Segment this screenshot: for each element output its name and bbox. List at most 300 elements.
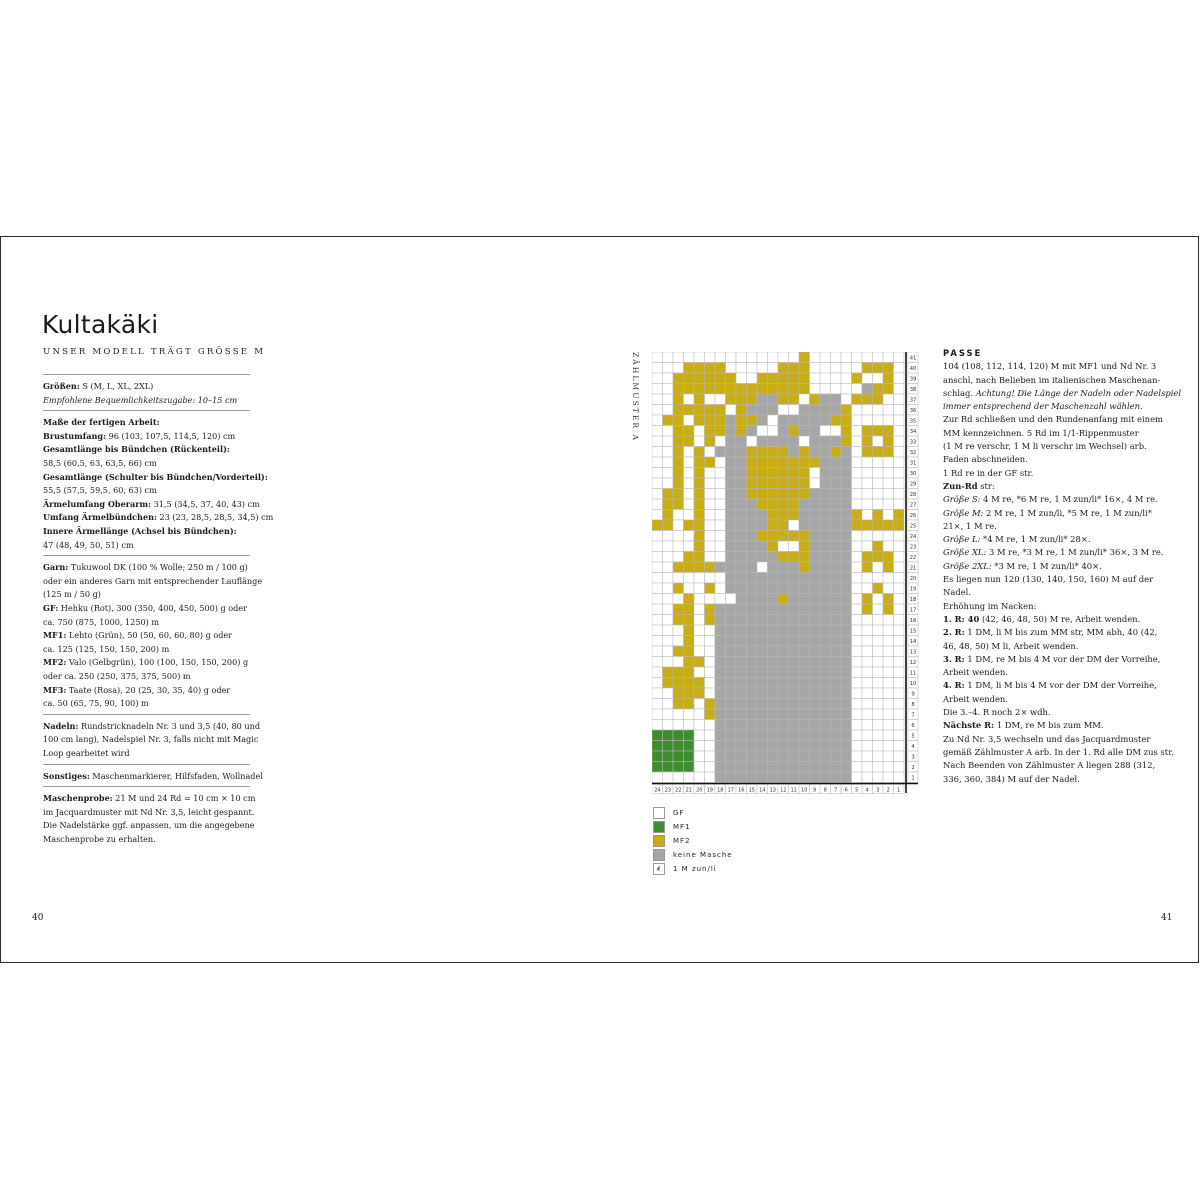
row-number: 25 bbox=[909, 523, 917, 530]
chart-cell bbox=[852, 594, 863, 605]
chart-cell bbox=[757, 426, 768, 437]
chart-cell bbox=[694, 531, 705, 542]
chart-cell bbox=[684, 468, 695, 479]
chart-cell bbox=[705, 478, 716, 489]
chart-cell bbox=[726, 531, 737, 542]
chart-cell bbox=[694, 636, 705, 647]
chart-cell bbox=[726, 436, 737, 447]
chart-cell bbox=[820, 394, 831, 405]
chart-cell bbox=[694, 751, 705, 762]
chart-cell bbox=[841, 636, 852, 647]
chart-cell bbox=[652, 636, 663, 647]
chart-cell bbox=[810, 730, 821, 741]
chart-cell bbox=[831, 510, 842, 521]
chart-cell bbox=[694, 415, 705, 426]
text-segment: Die 3.–4. R noch 2× wdh. bbox=[943, 707, 1051, 718]
chart-cell bbox=[757, 541, 768, 552]
text-segment: Nadeln: bbox=[43, 720, 79, 731]
text-segment: 55,5 (57,5, 59,5, 60, 63) cm bbox=[43, 485, 157, 496]
chart-cell bbox=[736, 426, 747, 437]
text-segment: 1 DM, re M bis zum MM. bbox=[994, 720, 1104, 731]
chart-cell bbox=[841, 583, 852, 594]
chart-cell bbox=[652, 541, 663, 552]
chart-cell bbox=[684, 730, 695, 741]
text-line bbox=[943, 480, 1158, 493]
chart-cell bbox=[894, 531, 905, 542]
text-line bbox=[43, 806, 258, 820]
chart-cell bbox=[715, 573, 726, 584]
chart-cell bbox=[831, 636, 842, 647]
chart-cell bbox=[705, 373, 716, 384]
chart-cell bbox=[820, 583, 831, 594]
legend-swatch bbox=[653, 821, 665, 833]
chart-cell bbox=[820, 615, 831, 626]
chart-cell bbox=[768, 594, 779, 605]
chart-cell bbox=[757, 636, 768, 647]
chart-cell bbox=[684, 457, 695, 468]
chart-cell bbox=[862, 489, 873, 500]
chart-cell bbox=[883, 604, 894, 615]
chart-cell bbox=[673, 489, 684, 500]
chart-cell bbox=[883, 384, 894, 395]
legend-label: keine Masche bbox=[673, 851, 733, 859]
col-number: 9 bbox=[813, 787, 817, 794]
chart-cell bbox=[820, 573, 831, 584]
chart-cell bbox=[852, 520, 863, 531]
row-number: 41 bbox=[909, 355, 917, 362]
chart-cell bbox=[705, 583, 716, 594]
chart-cell bbox=[831, 678, 842, 689]
text-segment: (125 m / 50 g) bbox=[43, 589, 101, 600]
row-number: 34 bbox=[909, 429, 917, 436]
chart-cell bbox=[841, 520, 852, 531]
text-segment: Nach Beenden von Zählmuster A liegen 288 (312, bbox=[943, 760, 1156, 771]
text-line bbox=[943, 467, 1158, 480]
chart-cell bbox=[894, 552, 905, 563]
chart-cell bbox=[852, 583, 863, 594]
chart-cell bbox=[883, 541, 894, 552]
chart-cell bbox=[810, 573, 821, 584]
chart-cell bbox=[799, 688, 810, 699]
chart-cell bbox=[736, 594, 747, 605]
chart-cell bbox=[852, 615, 863, 626]
chart-cell bbox=[673, 699, 684, 710]
chart-cell bbox=[789, 709, 800, 720]
text-segment: Loop gearbeitet wird bbox=[43, 747, 130, 758]
text-line bbox=[43, 720, 258, 734]
text-line bbox=[943, 679, 1158, 692]
chart-cell bbox=[778, 373, 789, 384]
chart-cell bbox=[694, 552, 705, 563]
chart-cell bbox=[705, 426, 716, 437]
chart-cell bbox=[883, 562, 894, 573]
chart-cell bbox=[726, 426, 737, 437]
text-segment: ca. 750 (875, 1000, 1250) m bbox=[43, 616, 160, 627]
chart-cell bbox=[841, 709, 852, 720]
chart-cell bbox=[652, 625, 663, 636]
text-line bbox=[943, 746, 1174, 759]
row-number: 17 bbox=[909, 607, 917, 614]
chart-cell bbox=[778, 489, 789, 500]
chart-cell bbox=[831, 405, 842, 416]
chart-cell bbox=[757, 720, 768, 731]
text-line bbox=[43, 684, 258, 698]
chart-cell bbox=[778, 730, 789, 741]
chart-cell bbox=[799, 373, 810, 384]
chart-cell bbox=[820, 468, 831, 479]
text-segment: S (M, L, XL, 2XL) bbox=[79, 381, 154, 391]
text-segment: immer entsprechend der Maschenzahl wählen. bbox=[943, 401, 1143, 412]
spec-group bbox=[43, 720, 258, 761]
chart-cell bbox=[652, 457, 663, 468]
chart-cell bbox=[663, 751, 674, 762]
chart-cell bbox=[694, 615, 705, 626]
chart-cell bbox=[831, 363, 842, 374]
chart-cell bbox=[747, 363, 758, 374]
chart-cell bbox=[862, 604, 873, 615]
chart-cell bbox=[831, 468, 842, 479]
section-divider bbox=[43, 764, 250, 765]
chart-cell bbox=[778, 636, 789, 647]
chart-cell bbox=[736, 562, 747, 573]
chart-cell bbox=[652, 531, 663, 542]
chart-cell bbox=[757, 583, 768, 594]
chart-cell bbox=[883, 499, 894, 510]
col-number: 14 bbox=[759, 787, 766, 794]
chart-cell bbox=[673, 615, 684, 626]
chart-cell bbox=[673, 520, 684, 531]
chart-cell bbox=[778, 352, 789, 363]
text-segment: Größe S: bbox=[943, 494, 981, 505]
chart-cell bbox=[673, 688, 684, 699]
chart-cell bbox=[831, 604, 842, 615]
chart-cell bbox=[810, 426, 821, 437]
chart-cell bbox=[768, 394, 779, 405]
chart-cell bbox=[852, 604, 863, 615]
chart-cell bbox=[841, 415, 852, 426]
chart-cell bbox=[789, 415, 800, 426]
chart-cell bbox=[852, 573, 863, 584]
chart-cell bbox=[862, 709, 873, 720]
chart-cell bbox=[862, 772, 873, 783]
chart-cell bbox=[757, 499, 768, 510]
chart-cell bbox=[841, 720, 852, 731]
chart-cell bbox=[694, 510, 705, 521]
chart-cell bbox=[663, 594, 674, 605]
chart-cell bbox=[831, 552, 842, 563]
chart-cell bbox=[726, 583, 737, 594]
chart-cell bbox=[894, 394, 905, 405]
chart-cell bbox=[684, 636, 695, 647]
spec-group bbox=[43, 416, 274, 552]
col-number: 16 bbox=[738, 787, 745, 794]
chart-cell bbox=[726, 667, 737, 678]
chart-cell bbox=[894, 510, 905, 521]
chart-cell bbox=[799, 447, 810, 458]
row-number: 11 bbox=[909, 670, 917, 677]
row-number: 14 bbox=[909, 639, 917, 646]
col-number: 4 bbox=[865, 787, 869, 794]
col-number: 13 bbox=[769, 787, 776, 794]
chart-cell bbox=[852, 405, 863, 416]
chart-cell bbox=[726, 552, 737, 563]
chart-cell bbox=[715, 709, 726, 720]
col-number: 20 bbox=[696, 787, 703, 794]
chart-cell bbox=[736, 709, 747, 720]
chart-cell bbox=[757, 531, 768, 542]
chart-cell bbox=[862, 562, 873, 573]
chart-cell bbox=[747, 468, 758, 479]
chart-cell bbox=[673, 531, 684, 542]
chart-cell bbox=[694, 384, 705, 395]
chart-cell bbox=[831, 520, 842, 531]
row-number: 10 bbox=[909, 681, 917, 688]
chart-cell bbox=[820, 594, 831, 605]
chart-cell bbox=[705, 405, 716, 416]
chart-cell bbox=[747, 436, 758, 447]
text-segment: Achtung! Die Länge der Nadeln oder Nadelspiel bbox=[975, 387, 1182, 398]
chart-cell bbox=[799, 426, 810, 437]
chart-cell bbox=[841, 678, 852, 689]
chart-cell bbox=[778, 562, 789, 573]
chart-cell bbox=[736, 604, 747, 615]
chart-cell bbox=[778, 405, 789, 416]
chart-cell bbox=[684, 657, 695, 668]
chart-cell bbox=[684, 594, 695, 605]
chart-cell bbox=[873, 436, 884, 447]
chart-cell bbox=[789, 457, 800, 468]
chart-cell bbox=[726, 699, 737, 710]
chart-cell bbox=[810, 478, 821, 489]
chart-cell bbox=[673, 447, 684, 458]
chart-cell bbox=[673, 709, 684, 720]
text-segment: Garn: bbox=[43, 562, 69, 573]
chart-cell bbox=[778, 678, 789, 689]
chart-cell bbox=[873, 709, 884, 720]
text-line bbox=[943, 773, 1158, 786]
row-number: 38 bbox=[909, 387, 917, 394]
chart-cell bbox=[757, 489, 768, 500]
text-line bbox=[943, 573, 1158, 586]
text-line bbox=[43, 770, 263, 784]
chart-cell bbox=[852, 657, 863, 668]
chart-cell bbox=[831, 657, 842, 668]
chart-cell bbox=[726, 688, 737, 699]
chart-cell bbox=[873, 751, 884, 762]
chart-cell bbox=[705, 499, 716, 510]
chart-cell bbox=[873, 468, 884, 479]
chart-cell bbox=[831, 447, 842, 458]
row-number: 29 bbox=[909, 481, 917, 488]
chart-cell bbox=[810, 625, 821, 636]
chart-cell bbox=[778, 762, 789, 773]
chart-cell bbox=[736, 678, 747, 689]
chart-cell bbox=[747, 489, 758, 500]
chart-cell bbox=[799, 646, 810, 657]
chart-cell bbox=[715, 520, 726, 531]
chart-cell bbox=[862, 373, 873, 384]
chart-cell bbox=[799, 520, 810, 531]
chart-cell bbox=[694, 583, 705, 594]
col-number: 15 bbox=[748, 787, 755, 794]
chart-cell bbox=[726, 394, 737, 405]
chart-cell bbox=[852, 468, 863, 479]
chart-cell bbox=[768, 489, 779, 500]
chart-cell bbox=[663, 772, 674, 783]
chart-cell bbox=[768, 751, 779, 762]
text-segment: 31,5 (34,5, 37, 40, 43) cm bbox=[151, 498, 260, 509]
chart-cell bbox=[684, 352, 695, 363]
chart-cell bbox=[873, 457, 884, 468]
chart-cell bbox=[757, 447, 768, 458]
text-segment: (42, 46, 48, 50) M re, Arbeit wenden. bbox=[979, 613, 1141, 624]
chart-cell bbox=[747, 720, 758, 731]
chart-cell bbox=[757, 772, 768, 783]
chart-cell bbox=[778, 447, 789, 458]
chart-cell bbox=[778, 384, 789, 395]
chart-cell bbox=[852, 720, 863, 731]
chart-cell bbox=[862, 741, 873, 752]
chart-cell bbox=[768, 583, 779, 594]
chart-cell bbox=[715, 384, 726, 395]
chart-cell bbox=[652, 520, 663, 531]
chart-cell bbox=[799, 751, 810, 762]
chart-cell bbox=[873, 720, 884, 731]
chart-cell bbox=[663, 667, 674, 678]
text-line bbox=[943, 493, 1158, 506]
text-segment: Größe 2XL: bbox=[943, 560, 992, 571]
chart-cell bbox=[663, 762, 674, 773]
chart-cell bbox=[673, 352, 684, 363]
chart-cell bbox=[841, 751, 852, 762]
chart-cell bbox=[715, 594, 726, 605]
chart-cell bbox=[873, 562, 884, 573]
chart-cell bbox=[757, 678, 768, 689]
legend-swatch bbox=[653, 849, 665, 861]
row-number: 9 bbox=[911, 691, 915, 698]
chart-cell bbox=[663, 531, 674, 542]
chart-cell bbox=[862, 520, 873, 531]
chart-cell bbox=[883, 573, 894, 584]
chart-cell bbox=[684, 583, 695, 594]
chart-cell bbox=[799, 457, 810, 468]
chart-cell bbox=[673, 636, 684, 647]
chart-cell bbox=[831, 457, 842, 468]
text-line bbox=[43, 430, 258, 444]
text-line bbox=[43, 471, 268, 485]
chart-cell bbox=[831, 688, 842, 699]
chart-cell bbox=[715, 468, 726, 479]
chart-cell bbox=[862, 667, 873, 678]
chart-cell bbox=[705, 352, 716, 363]
chart-cell bbox=[694, 457, 705, 468]
chart-cell bbox=[820, 499, 831, 510]
chart-cell bbox=[747, 447, 758, 458]
chart-cell bbox=[663, 583, 674, 594]
chart-cell bbox=[831, 384, 842, 395]
chart-cell bbox=[694, 352, 705, 363]
chart-cell bbox=[726, 751, 737, 762]
chart-cell bbox=[778, 646, 789, 657]
chart-cell bbox=[705, 363, 716, 374]
chart-cell bbox=[726, 415, 737, 426]
chart-cell bbox=[894, 741, 905, 752]
chart-cell bbox=[768, 531, 779, 542]
chart-cell bbox=[820, 384, 831, 395]
text-line bbox=[43, 416, 258, 430]
chart-cell bbox=[705, 520, 716, 531]
text-line bbox=[943, 520, 1158, 533]
chart-cell bbox=[736, 457, 747, 468]
chart-cell bbox=[841, 510, 852, 521]
chart-cell bbox=[736, 552, 747, 563]
chart-cell bbox=[715, 552, 726, 563]
text-segment: Hehku (Rot), 300 (350, 400, 450, 500) g oder bbox=[58, 602, 247, 613]
chart-cell bbox=[673, 426, 684, 437]
chart-cell bbox=[684, 762, 695, 773]
chart-cell bbox=[820, 510, 831, 521]
chart-cell bbox=[736, 583, 747, 594]
chart-cell bbox=[736, 520, 747, 531]
chart-cell bbox=[663, 478, 674, 489]
chart-cell bbox=[852, 426, 863, 437]
chart-cell bbox=[799, 562, 810, 573]
row-number: 6 bbox=[911, 723, 915, 730]
chart-cell bbox=[852, 709, 863, 720]
chart-cell bbox=[789, 478, 800, 489]
legend-label: GF bbox=[673, 809, 685, 817]
chart-cell bbox=[841, 384, 852, 395]
chart-cell bbox=[778, 625, 789, 636]
chart-cell bbox=[652, 751, 663, 762]
chart-cell bbox=[757, 415, 768, 426]
text-segment: 23 (23, 28,5, 28,5, 34,5) cm bbox=[156, 512, 274, 523]
chart-cell bbox=[789, 384, 800, 395]
text-line bbox=[943, 706, 1158, 719]
chart-cell bbox=[789, 594, 800, 605]
chart-cell bbox=[757, 699, 768, 710]
chart-cell bbox=[894, 426, 905, 437]
chart-cell bbox=[663, 625, 674, 636]
text-line bbox=[943, 387, 1182, 400]
row-number: 30 bbox=[909, 471, 917, 478]
chart-cell bbox=[736, 751, 747, 762]
chart-cell bbox=[673, 468, 684, 479]
col-number: 7 bbox=[834, 787, 838, 794]
row-number: 7 bbox=[911, 712, 915, 719]
text-segment: GF: bbox=[43, 602, 59, 613]
chart-cell bbox=[747, 604, 758, 615]
chart-cell bbox=[747, 625, 758, 636]
chart-cell bbox=[715, 510, 726, 521]
chart-cell bbox=[757, 688, 768, 699]
chart-cell bbox=[694, 373, 705, 384]
text-segment: (1 M re verschr, 1 M li verschr im Wechsel) arb. bbox=[943, 441, 1147, 452]
chart-cell bbox=[852, 415, 863, 426]
chart-cell bbox=[789, 352, 800, 363]
chart-cell bbox=[684, 741, 695, 752]
text-line bbox=[43, 539, 258, 553]
chart-cell bbox=[673, 678, 684, 689]
chart-cell bbox=[778, 478, 789, 489]
chart-cell bbox=[778, 531, 789, 542]
chart-cell bbox=[673, 405, 684, 416]
chart-cell bbox=[883, 468, 894, 479]
text-segment: 1 Rd re in der GF str. bbox=[943, 467, 1034, 478]
chart-cell bbox=[768, 426, 779, 437]
chart-cell bbox=[873, 772, 884, 783]
chart-cell bbox=[726, 363, 737, 374]
